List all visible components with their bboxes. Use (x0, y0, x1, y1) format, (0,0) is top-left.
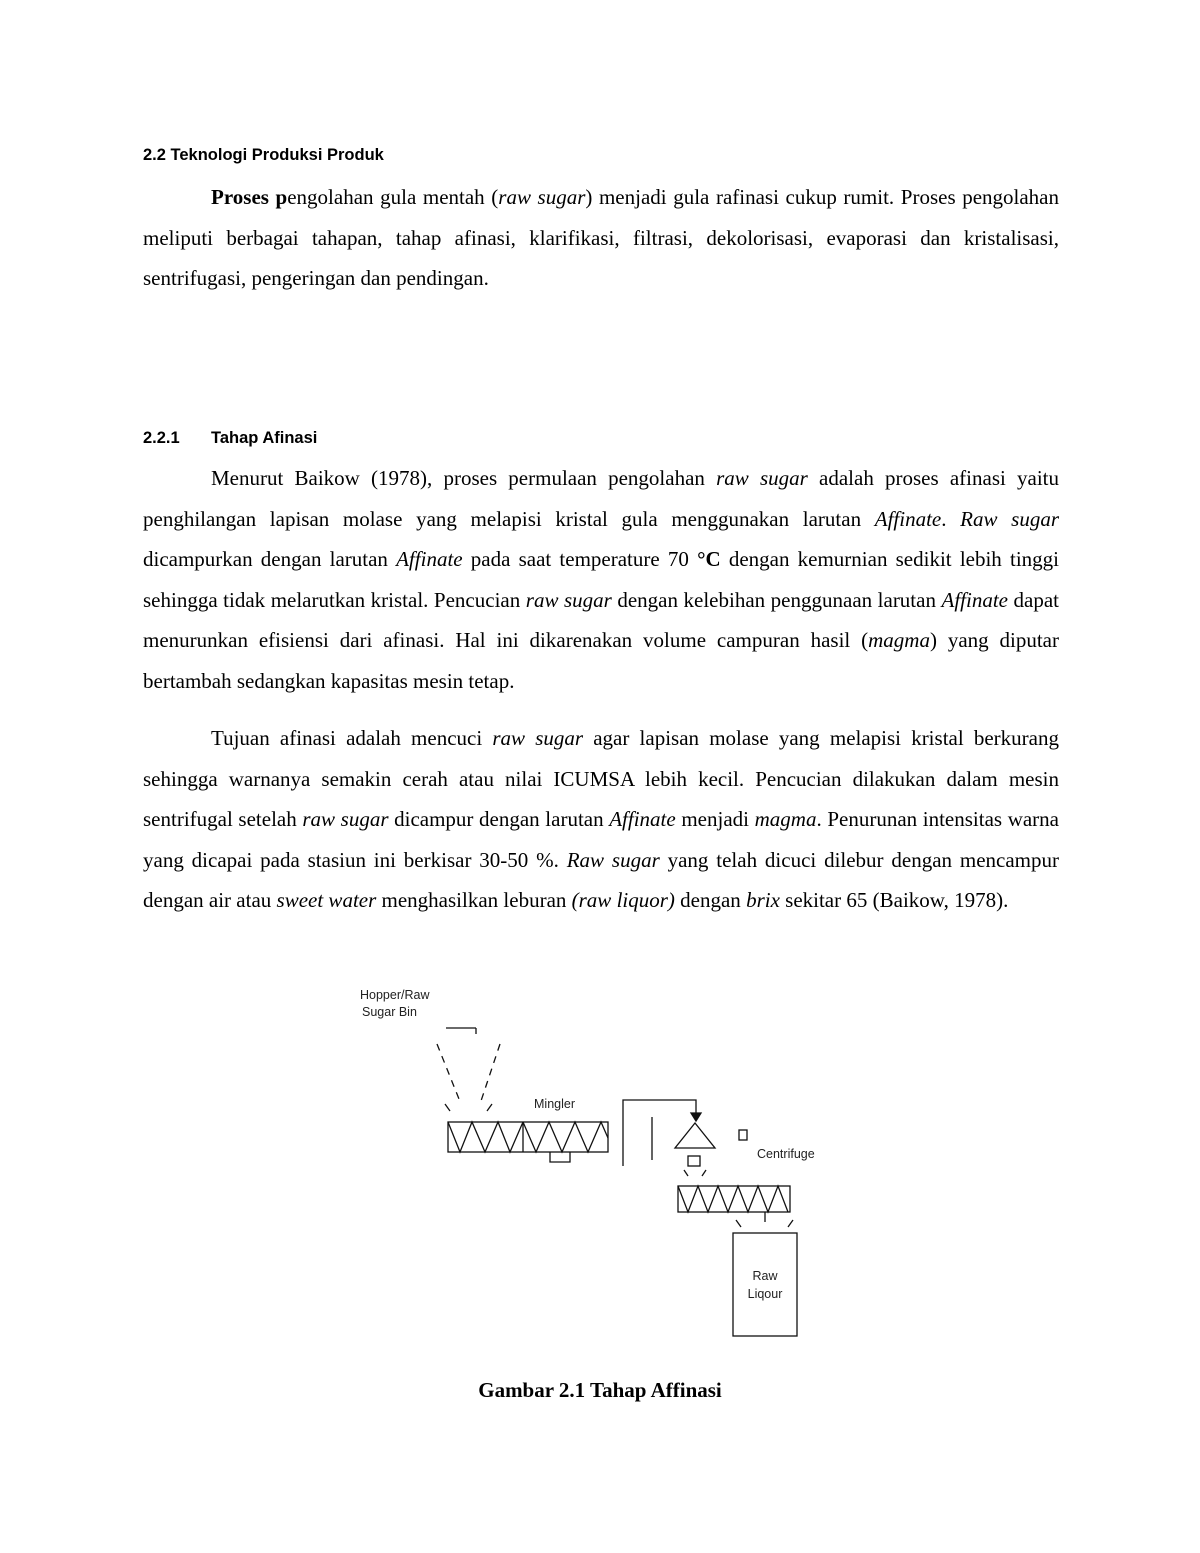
centrifuge-drip-right (702, 1170, 706, 1176)
centrifuge-outlet (688, 1156, 700, 1166)
p1-text: ) yang diputar bertambah sedangkan kapasitas mesin tetap. (143, 628, 1059, 693)
mingler-label: Mingler (534, 1097, 575, 1111)
p2-italic: brix (746, 888, 780, 912)
figure-caption: Gambar 2.1 Tahap Affinasi (478, 1378, 722, 1402)
raw-liquor-tank (733, 1233, 797, 1336)
intro-text: engolahan gula mentah ( (287, 185, 499, 209)
p2-text: dicampur dengan larutan (388, 807, 610, 831)
p2-text: Tujuan afinasi adalah mencuci (211, 726, 493, 750)
hopper-outlet-left (445, 1104, 450, 1111)
hopper-label-line2: Sugar Bin (362, 1005, 417, 1019)
hopper-outlet-right (487, 1104, 492, 1111)
centrifuge-label: Centrifuge (757, 1147, 815, 1161)
tank-label-line1: Raw (752, 1269, 778, 1283)
p1-italic: magma (868, 628, 930, 652)
p2-text: agar lapisan molase yang melapisi kristal berkurang sehingga warnanya semakin cerah atau nilai ICUMSA lebih kecil. Pencucian dilakukan dalam mesin sentrifugal setelah (143, 726, 1059, 831)
intro-paragraph (143, 177, 1059, 299)
centrifuge-indicator (739, 1130, 747, 1140)
melter-screw (678, 1186, 788, 1212)
p1-italic: Affinate (941, 587, 1008, 612)
affination-process-diagram (340, 980, 840, 1350)
intro-lead: Proses p (211, 185, 288, 209)
p1-text: . (941, 506, 961, 531)
p1-italic: Affinate (396, 547, 463, 571)
mingler-screw-right (523, 1122, 608, 1152)
p1-text: Menurut Baikow (1978), proses permulaan pengolahan (211, 466, 717, 490)
p1-italic: raw sugar (525, 587, 612, 612)
p1-text: dapat menurunkan efisiensi dari afinasi. Hal ini dikarenakan volume campuran hasil ( (143, 587, 1060, 652)
p2-italic: raw sugar (492, 726, 584, 750)
p2-italic: (raw liquor) (571, 888, 675, 912)
mingler-box (448, 1122, 608, 1152)
melter-drip-left (736, 1220, 741, 1227)
p2-text: yang telah dicuci dilebur dengan mencampur dengan air atau (143, 847, 1059, 912)
p1-text: adalah proses afinasi yaitu penghilangan lapisan molase yang melapisi kristal gula menggunakan larutan (143, 466, 1060, 531)
hopper-left-wall (437, 1044, 461, 1104)
p2-italic: Affinate (609, 807, 676, 831)
transfer-pipe (623, 1100, 696, 1166)
p1-text: pada saat temperature 70 (462, 547, 698, 571)
p2-text: dengan (674, 888, 747, 912)
p2-italic: magma (754, 807, 817, 831)
subsection-title: Tahap Afinasi (211, 429, 318, 447)
p2-italic: raw sugar (302, 807, 389, 831)
melter-drip-right (788, 1220, 793, 1227)
centrifuge-cone (675, 1123, 715, 1148)
p2-italic: Raw sugar (566, 847, 660, 872)
p1-italic: raw sugar (716, 466, 808, 490)
subsection-number: 2.2.1 (143, 429, 180, 447)
intro-italic: raw sugar (498, 185, 586, 209)
hopper-label-line1: Hopper/Raw (360, 988, 430, 1002)
hopper-right-wall (480, 1044, 500, 1104)
section-heading: 2.2 Teknologi Produksi Produk (143, 146, 384, 164)
p2-italic: sweet water (276, 888, 377, 912)
subsection-heading (143, 429, 317, 448)
paragraph-2 (143, 718, 1059, 921)
paragraph-1 (143, 458, 1059, 701)
p1-italic: Affinate (874, 506, 942, 531)
p2-text: . Penurunan intensitas warna yang dicapai pada stasiun ini berkisar 30-50 %. (143, 807, 1059, 872)
tank-label-line2: Liqour (747, 1287, 783, 1301)
p1-bold: °C (697, 547, 721, 571)
p2-text: menghasilkan leburan (376, 888, 572, 912)
p1-text: dengan kelebihan penggunaan larutan (611, 587, 942, 612)
mingler-outlet (550, 1152, 570, 1162)
intro-text-2: ) menjadi gula rafinasi cukup rumit. Proses pengolahan meliputi berbagai tahapan, tahap afinasi, klarifikasi, filtrasi, dekolorisasi, evaporasi dan kristalisasi, sentrifugasi, pengeringan dan pendingan. (143, 185, 1060, 290)
p1-text: dicampurkan dengan larutan (143, 547, 397, 571)
p1-text: dengan kemurnian sedikit lebih tinggi sehingga tidak melarutkan kristal. Pencucian (143, 547, 1059, 612)
p2-text: sekitar 65 (Baikow, 1978). (779, 888, 1009, 912)
mingler-screw-left (448, 1122, 523, 1152)
p2-text: menjadi (675, 807, 755, 831)
p1-italic: Raw sugar (960, 506, 1060, 531)
centrifuge-drip-left (684, 1170, 688, 1176)
transfer-arrow (691, 1113, 701, 1121)
